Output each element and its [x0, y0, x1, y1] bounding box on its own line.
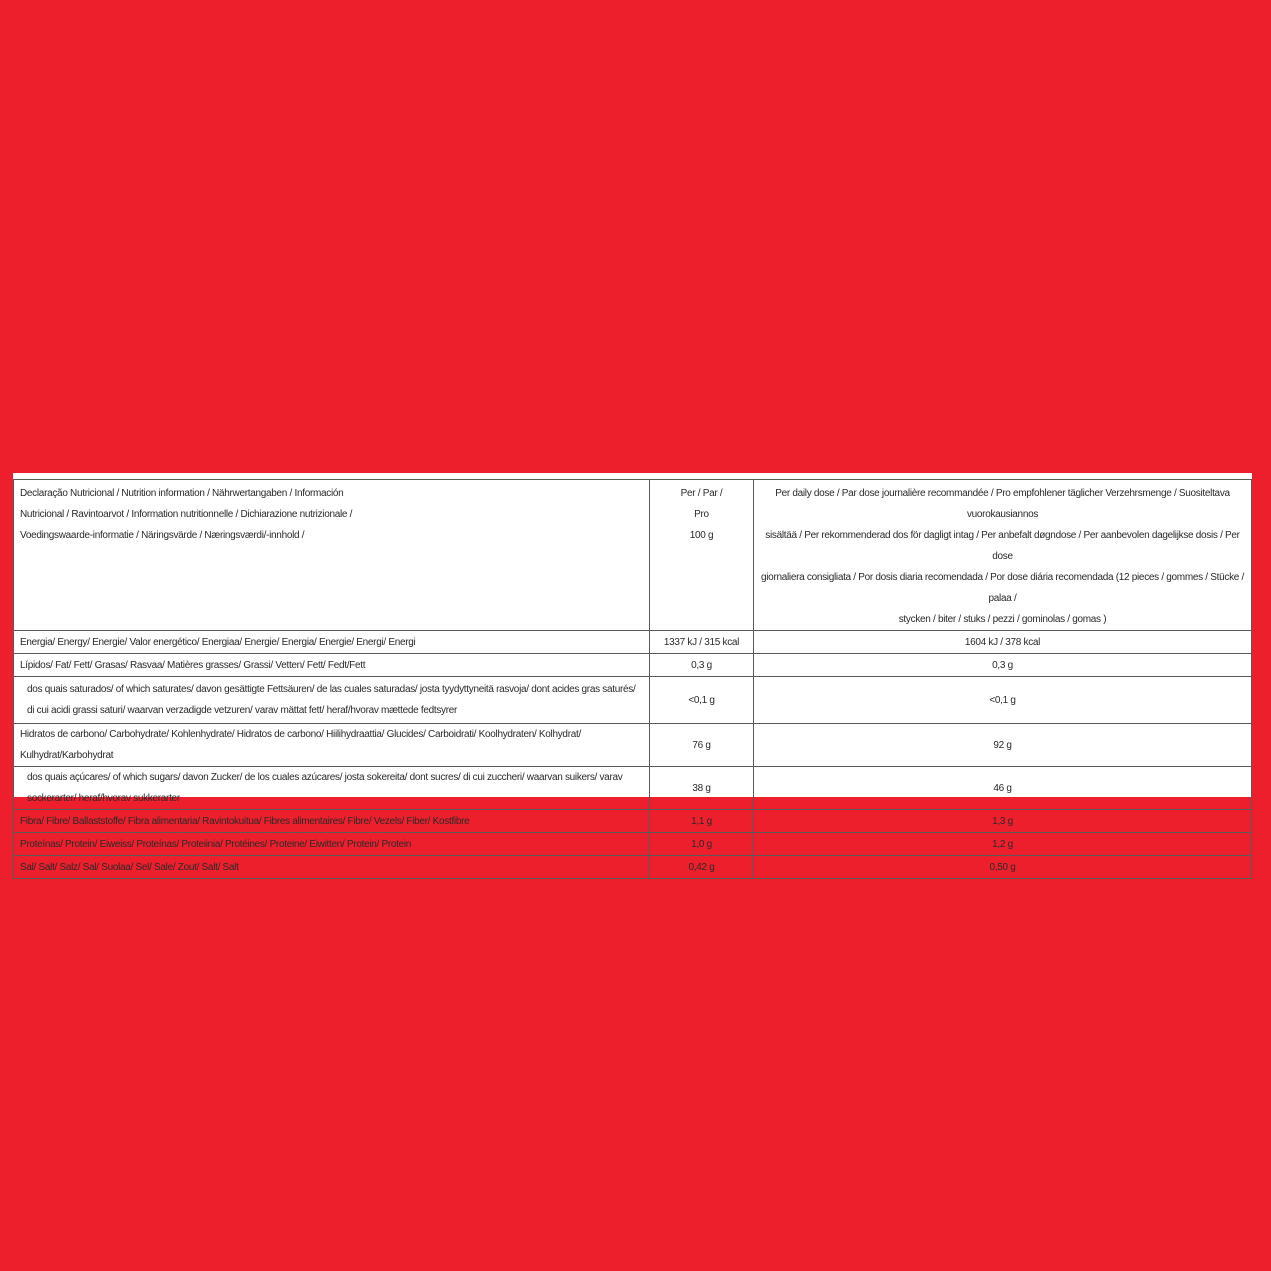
per100-value: 38 g — [650, 767, 754, 810]
salt-row — [14, 856, 1252, 879]
perdose-value: <0,1 g — [754, 677, 1252, 724]
header-per100-cell — [650, 480, 754, 631]
per100-value: 1337 kJ / 315 kcal — [650, 631, 754, 654]
per100-value: <0,1 g — [650, 677, 754, 724]
header-perdose-cell — [754, 480, 1252, 631]
energy-row — [14, 631, 1252, 654]
nutrient-label: Lípidos/ Fat/ Fett/ Grasas/ Rasvaa/ Matières grasses/ Grassi/ Vetten/ Fett/ Fedt/Fett — [14, 654, 650, 677]
perdose-value: 1,3 g — [754, 810, 1252, 833]
header-per100-line: 100 g — [689, 530, 714, 541]
carbohydrate-row — [14, 724, 1252, 767]
header-label-line: Nutricional / Ravintoarvot / Information nutritionnelle / Dichiarazione nutrizionale / — [20, 509, 353, 520]
perdose-value: 1,2 g — [754, 833, 1252, 856]
perdose-value: 1604 kJ / 378 kcal — [754, 631, 1252, 654]
header-perdose-line: Per daily dose / Par dose journalière recommandée / Pro empfohlener täglicher Verzehrsmenge / Suositeltava vuorokausiannos — [775, 488, 1230, 520]
per100-value: 1,0 g — [650, 833, 754, 856]
perdose-value: 92 g — [754, 724, 1252, 767]
nutrient-label: Energia/ Energy/ Energie/ Valor energético/ Energiaa/ Energie/ Energia/ Energie/ Energi/ Energi — [14, 631, 650, 654]
perdose-value: 0,3 g — [754, 654, 1252, 677]
header-perdose-line: sisältää / Per rekommenderad dos för dagligt intag / Per anbefalt døgndose / Per aanbevolen dagelijkse dosis / Per dose — [765, 530, 1240, 562]
header-label-line: Voedingswaarde-informatie / Näringsvärde / Næringsværdi/-innhold / — [20, 530, 305, 541]
nutrient-label: Hidratos de carbono/ Carbohydrate/ Kohlenhydrate/ Hidratos de carbono/ Hiilihydraattia/ Glucides/ Carboidrati/ Koolhydraten/ Kolhydrat/ Kulhydrat/Karbohydrat — [14, 724, 650, 767]
nutrient-label: Sal/ Salt/ Salz/ Sal/ Suolaa/ Sel/ Sale/ Zout/ Salt/ Salt — [14, 856, 650, 879]
nutrient-label: Fibra/ Fibre/ Ballaststoffe/ Fibra alimentaria/ Ravintokuitua/ Fibres alimentaires/ Fibre/ Vezels/ Fiber/ Kostfibre — [14, 810, 650, 833]
nutrient-label: Proteínas/ Protein/ Eiweiss/ Proteínas/ Proteiinia/ Protéines/ Proteine/ Eiwitten/ Protein/ Protein — [14, 833, 650, 856]
header-per100-line: Per / Par / — [680, 488, 723, 499]
nutrient-label: dos quais açúcares/ of which sugars/ davon Zucker/ de los cuales azúcares/ josta sokereita/ dont sucres/ di cui zuccheri/ waarvan suikers/ varav sockerarter/ heraf/hvorav sukkerarter — [14, 767, 650, 810]
nutrient-label: dos quais saturados/ of which saturates/ davon gesättigte Fettsäuren/ de las cuales saturadas/ josta tyydyttyneitä rasvoja/ dont acides gras saturés/ di cui acidi grassi saturi/ waarvan verzadigde vetzuren/ varav mättat fett/ heraf/hvorav mættede fedtsyrer — [14, 677, 650, 724]
perdose-value: 46 g — [754, 767, 1252, 810]
header-per100-line: Pro — [694, 509, 709, 520]
header-label-line: Declaração Nutricional / Nutrition information / Nährwertangaben / Información — [20, 488, 344, 499]
header-perdose-line: stycken / biter / stuks / pezzi / gominolas / gomas ) — [898, 614, 1107, 625]
perdose-value: 0,50 g — [754, 856, 1252, 879]
nutrition-table — [13, 479, 1252, 879]
sugars-row — [14, 767, 1252, 810]
header-row — [14, 480, 1252, 631]
fibre-row — [14, 810, 1252, 833]
per100-value: 0,3 g — [650, 654, 754, 677]
per100-value: 1,1 g — [650, 810, 754, 833]
saturates-row — [14, 677, 1252, 724]
header-label-cell — [14, 480, 650, 631]
protein-row — [14, 833, 1252, 856]
header-perdose-line: giornaliera consigliata / Por dosis diaria recomendada / Por dose diária recomendada (12 pieces / gommes / Stücke / palaa / — [761, 572, 1244, 604]
nutrition-table-panel — [13, 473, 1252, 873]
fat-row — [14, 654, 1252, 677]
per100-value: 0,42 g — [650, 856, 754, 879]
per100-value: 76 g — [650, 724, 754, 767]
